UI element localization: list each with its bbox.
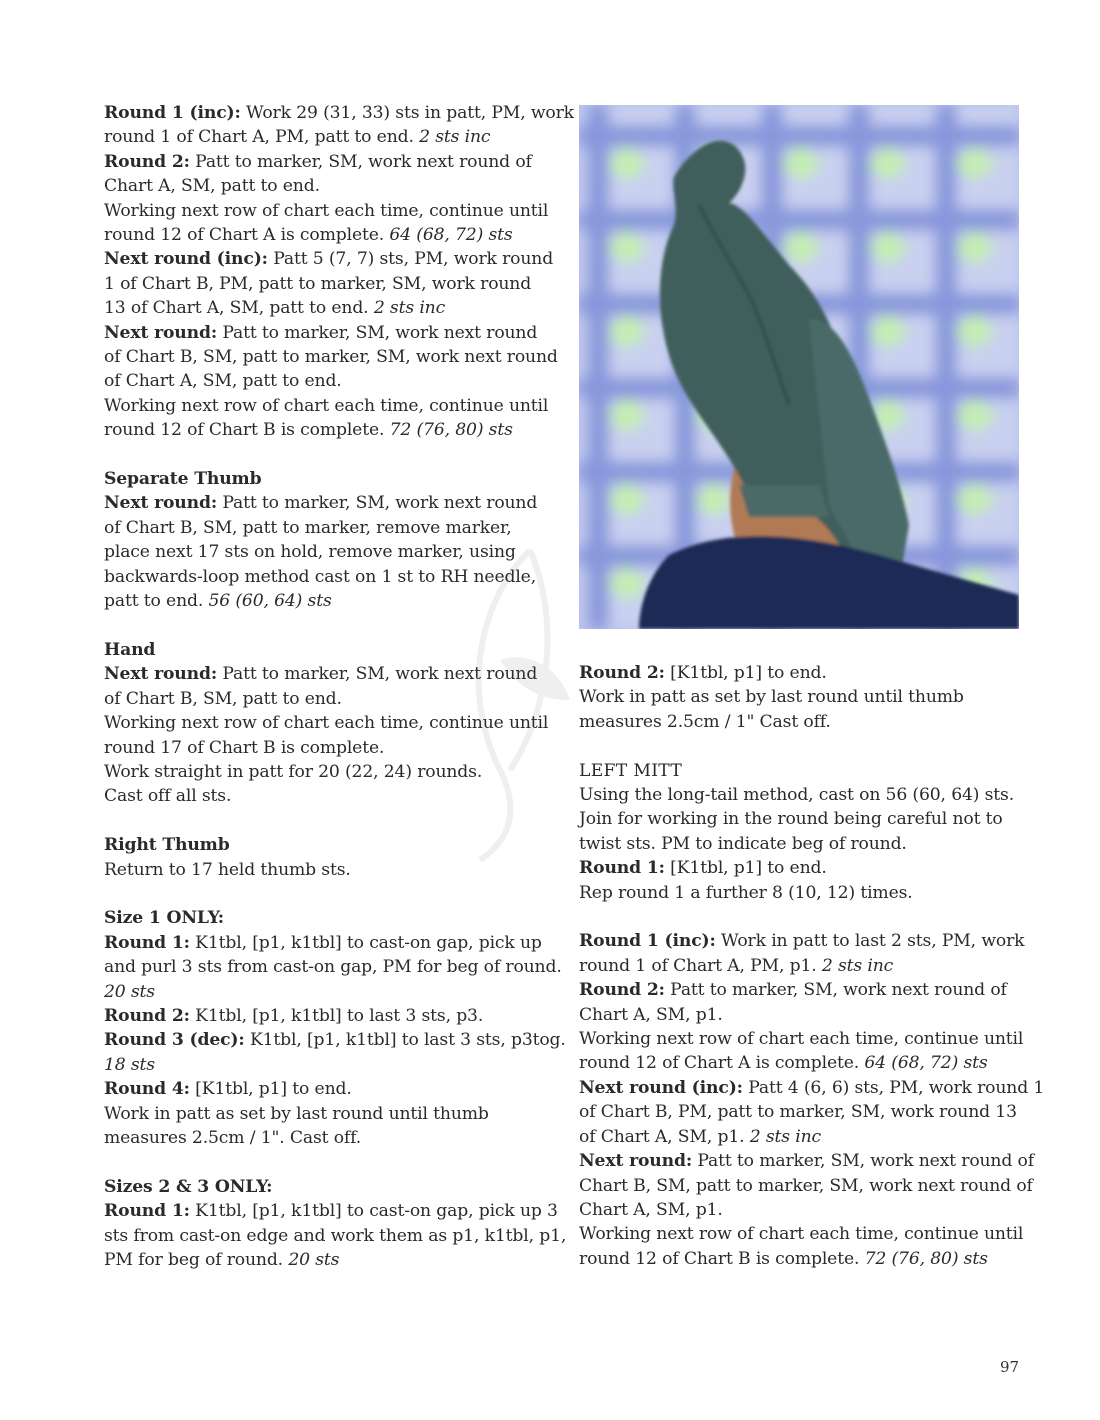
decorative-watermark: [440, 540, 590, 870]
pattern-line: Next round (inc): Patt 4 (6, 6) sts, PM, work round 1: [579, 1077, 1045, 1098]
pattern-line: of Chart B, PM, patt to marker, SM, work round 13: [579, 1102, 1017, 1123]
round-label: Round 3 (dec):: [104, 1030, 245, 1051]
pattern-line: sts from cast-on edge and work them as p1, k1tbl, p1,: [104, 1225, 567, 1246]
pattern-line: of Chart A, SM, p1. 2 sts inc: [579, 1126, 821, 1147]
round-label: Round 2:: [579, 663, 665, 683]
pattern-line: Round 4: [K1tbl, p1] to end.: [104, 1079, 352, 1100]
pattern-line: Cast off all sts.: [104, 786, 232, 807]
round-label: Round 1:: [579, 858, 665, 879]
round-label: Next round:: [104, 664, 218, 685]
pattern-line: Round 2: Patt to marker, SM, work next round of: [579, 980, 1007, 1001]
stitch-count: 18 sts: [104, 1054, 155, 1075]
round-label: Round 1:: [104, 1201, 190, 1222]
round-label: Next round (inc):: [104, 249, 268, 270]
pattern-line: of Chart B, SM, patt to end.: [104, 688, 342, 709]
section-heading: Hand: [104, 639, 156, 660]
pattern-line: twist sts. PM to indicate beg of round.: [579, 833, 907, 854]
pattern-line: Round 1: [K1tbl, p1] to end.: [579, 858, 827, 879]
stitch-count: 2 sts inc: [749, 1126, 821, 1147]
round-label: Round 2:: [104, 151, 190, 172]
pattern-line: PM for beg of round. 20 sts: [104, 1250, 340, 1271]
pattern-line: and purl 3 sts from cast-on gap, PM for beg of round.: [104, 957, 562, 978]
pattern-block-right-mitt-hand: [104, 101, 574, 443]
pattern-line: round 12 of Chart A is complete. 64 (68, 72) sts: [104, 225, 513, 246]
pattern-line: round 1 of Chart A, PM, patt to end. 2 sts inc: [104, 127, 491, 148]
pattern-line: Chart B, SM, patt to marker, SM, work next round of: [579, 1175, 1033, 1196]
pattern-line: Round 2: K1tbl, [p1, k1tbl] to last 3 sts, p3.: [104, 1005, 484, 1026]
pattern-line: round 12 of Chart B is complete. 72 (76, 80) sts: [104, 420, 513, 441]
pattern-line: Return to 17 held thumb sts.: [104, 859, 351, 880]
pattern-line: [104, 1053, 554, 1077]
pattern-line: Working next row of chart each time, continue until: [104, 713, 549, 734]
pattern-line: Next round (inc): Patt 5 (7, 7) sts, PM, work round: [104, 249, 554, 270]
section-heading: Size 1 ONLY:: [104, 908, 224, 929]
pattern-line: Join for working in the round being careful not to: [579, 809, 1003, 830]
stitch-count: 64 (68, 72) sts: [389, 225, 513, 246]
round-label: Round 4:: [104, 1079, 190, 1100]
pattern-line: [104, 980, 554, 1004]
pattern-line: round 1 of Chart A, PM, p1. 2 sts inc: [579, 955, 894, 976]
pattern-line: of Chart A, SM, patt to end.: [104, 371, 342, 392]
pattern-line: Round 1 (inc): Work in patt to last 2 sts, PM, work: [579, 931, 1025, 952]
section-heading: Right Thumb: [104, 835, 230, 856]
pattern-line: Round 2: [K1tbl, p1] to end.: [579, 663, 827, 683]
pattern-block-left-mitt-hand: [579, 929, 1045, 1271]
mitts-photo: [579, 105, 1019, 629]
pattern-line: Rep round 1 a further 8 (10, 12) times.: [579, 882, 913, 903]
section-heading: Separate Thumb: [104, 469, 262, 490]
section-heading: LEFT MITT: [579, 760, 683, 781]
pattern-line: Next round: Patt to marker, SM, work next round of: [579, 1151, 1034, 1172]
pattern-line: round 12 of Chart B is complete. 72 (76, 80) sts: [579, 1248, 988, 1269]
pattern-line: of Chart B, SM, patt to marker, SM, work next round: [104, 347, 558, 368]
round-label: Next round:: [579, 1151, 693, 1172]
pattern-line: 13 of Chart A, SM, patt to end. 2 sts inc: [104, 298, 446, 319]
pattern-line: Work in patt as set by last round until thumb: [104, 1103, 489, 1124]
right-column: [579, 661, 1045, 1271]
round-label: Next round:: [104, 493, 218, 514]
pattern-line: measures 2.5cm / 1" Cast off.: [579, 711, 831, 732]
round-label: Next round (inc):: [579, 1077, 743, 1098]
pattern-line: backwards-loop method cast on 1 st to RH needle,: [104, 566, 537, 587]
section-size-1-only: [104, 906, 566, 1150]
pattern-line: Work in patt as set by last round until thumb: [579, 687, 964, 708]
stitch-count: 72 (76, 80) sts: [389, 420, 513, 441]
pattern-line: Working next row of chart each time, continue until: [579, 1029, 1024, 1050]
pattern-line: Working next row of chart each time, continue until: [104, 395, 549, 416]
pattern-line: Round 3 (dec): K1tbl, [p1, k1tbl] to last 3 sts, p3tog.: [104, 1030, 566, 1051]
pattern-line: Using the long-tail method, cast on 56 (60, 64) sts.: [579, 785, 1015, 806]
pattern-line: Working next row of chart each time, continue until: [579, 1224, 1024, 1245]
pattern-line: Chart A, SM, p1.: [579, 1199, 723, 1220]
right-thumb-continued: [579, 661, 1029, 734]
pattern-line: 1 of Chart B, PM, patt to marker, SM, work round: [104, 273, 532, 294]
stitch-count: 72 (76, 80) sts: [864, 1248, 988, 1269]
page-number: 97: [1000, 1358, 1020, 1376]
stitch-count: 20 sts: [104, 981, 155, 1002]
pattern-line: measures 2.5cm / 1". Cast off.: [104, 1128, 362, 1148]
section-left-mitt: [579, 759, 1029, 905]
stitch-count: 2 sts inc: [821, 955, 894, 976]
pattern-line: Next round: Patt to marker, SM, work next round: [104, 664, 538, 685]
pattern-line: Round 1: K1tbl, [p1, k1tbl] to cast-on gap, pick up: [104, 932, 542, 953]
stitch-count: 20 sts: [288, 1250, 340, 1271]
stitch-count: 56 (60, 64) sts: [208, 591, 332, 612]
pattern-line: Working next row of chart each time, continue until: [104, 200, 549, 221]
pattern-line: Round 2: Patt to marker, SM, work next round of: [104, 151, 532, 172]
stitch-count: 2 sts inc: [419, 127, 491, 148]
pattern-line: place next 17 sts on hold, remove marker, using: [104, 542, 516, 563]
section-sizes-2-3-only: [104, 1175, 567, 1273]
round-label: Next round:: [104, 322, 218, 343]
pattern-line: Round 1: K1tbl, [p1, k1tbl] to cast-on gap, pick up 3: [104, 1201, 558, 1222]
pattern-line: round 17 of Chart B is complete.: [104, 737, 385, 758]
pattern-line: round 12 of Chart A is complete. 64 (68, 72) sts: [579, 1053, 988, 1074]
pattern-line: patt to end. 56 (60, 64) sts: [104, 591, 332, 612]
pattern-line: Work straight in patt for 20 (22, 24) rounds.: [104, 761, 483, 782]
round-label: Round 1:: [104, 932, 190, 953]
section-heading: Sizes 2 & 3 ONLY:: [104, 1176, 273, 1197]
round-label: Round 2:: [104, 1005, 190, 1026]
pattern-line: of Chart B, SM, patt to marker, remove marker,: [104, 517, 512, 538]
round-label: Round 1 (inc):: [579, 931, 716, 952]
pattern-line: Round 1 (inc): Work 29 (31, 33) sts in patt, PM, work: [104, 103, 574, 123]
round-label: Round 2:: [579, 980, 665, 1001]
pattern-line: Next round: Patt to marker, SM, work next round: [104, 322, 538, 343]
pattern-line: Next round: Patt to marker, SM, work next round: [104, 493, 538, 514]
pattern-line: Chart A, SM, p1.: [579, 1004, 723, 1025]
stitch-count: 2 sts inc: [373, 298, 446, 319]
pattern-line: Chart A, SM, patt to end.: [104, 176, 320, 197]
stitch-count: 64 (68, 72) sts: [864, 1053, 988, 1074]
round-label: Round 1 (inc):: [104, 103, 241, 123]
